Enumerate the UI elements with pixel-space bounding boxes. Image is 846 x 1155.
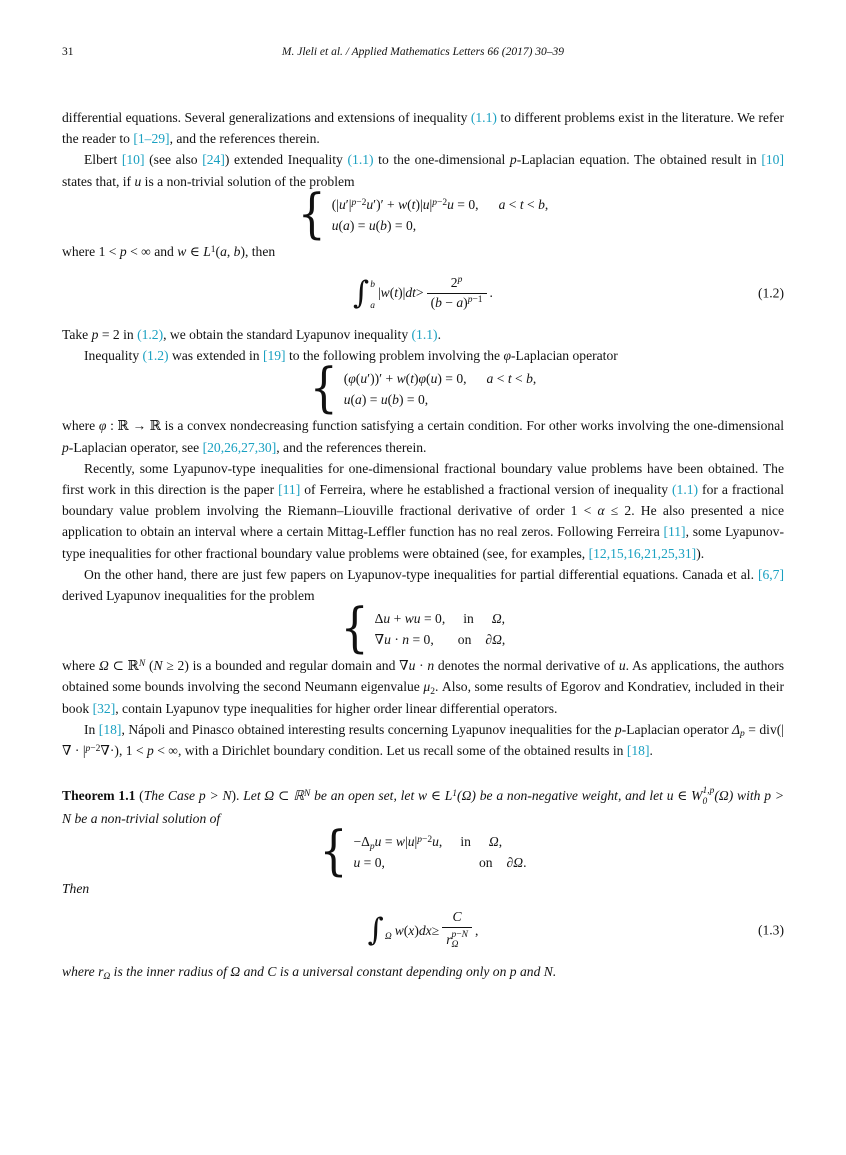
- math-var: u: [407, 834, 415, 850]
- math-var: b: [435, 294, 442, 310]
- math-var: p: [147, 743, 154, 759]
- citation-link[interactable]: [24]: [202, 152, 225, 168]
- equation-content: ∫ b a | w ( t )| dt > $\frac{2^p}{(b - a)^{p-1}}$ .: [353, 274, 493, 312]
- math-var: t: [519, 196, 524, 212]
- paragraph: differential equations. Several generalizations and extensions of inequality (1.1) to different problems exist in the literature. We refer the reader to [1–29], and the references therein.: [62, 110, 784, 147]
- citation-link[interactable]: [10]: [761, 152, 784, 168]
- running-head: M. Jleli et al. / Applied Mathematics Letters 66 (2017) 30–39: [281, 46, 565, 58]
- math-var: n: [427, 658, 435, 674]
- math-var: ∂Ω: [485, 632, 502, 648]
- equation-line: ∇u · n = 0, on ∂Ω,: [374, 632, 506, 648]
- theorem-1-1: Theorem 1.1 (The Case p > N). Let Ω ⊂ ℝ$^N$ be an open set, let w ∈ $L^1(\Omega)$ be a non-negative weight, and let u ∈ W 1,p 0 (Ω) with p > N be a non-trivial solution of: [62, 786, 784, 827]
- math-var: Ω: [488, 834, 499, 850]
- math-var: a: [370, 301, 375, 312]
- equation-line: (φ(u′))′ + w(t)φ(u) = 0, a < t < b,: [343, 371, 537, 387]
- math-var: p: [451, 929, 457, 940]
- equation-line: $-\Delta_pu = w|u|^{p-2}u$, in Ω,: [353, 834, 503, 852]
- fraction: C r p−N Ω: [442, 910, 472, 952]
- integral: [368, 912, 392, 948]
- display-equation: [62, 271, 784, 315]
- math-var: u: [374, 834, 382, 850]
- math-var: Ω: [98, 658, 109, 674]
- math-var: p: [91, 327, 99, 343]
- math-var: φ: [418, 371, 427, 387]
- equation-line: u(a) = u(b) = 0,: [331, 217, 417, 233]
- left-brace: {: [340, 597, 369, 660]
- display-equation: [62, 908, 784, 952]
- math-var: t: [411, 196, 416, 212]
- math-var: p: [740, 729, 745, 740]
- math-var: u: [331, 217, 339, 233]
- math-var: u: [432, 834, 439, 850]
- math-var: t: [410, 371, 414, 387]
- paragraph: Then: [62, 881, 90, 897]
- math-var: r: [446, 931, 452, 947]
- math-var: u: [383, 611, 391, 627]
- paragraph: Elbert [10] (see also [24]) extended Inequality (1.1) to the one-dimensional p-Laplacian equation. The obtained result in [10] states that, if u is a non-trivial solution of the problem: [62, 152, 784, 189]
- display-equation-system: [62, 597, 784, 660]
- math-var: a: [220, 243, 227, 259]
- equation-line: u(a) = u(b) = 0,: [343, 392, 429, 408]
- math-var: a: [486, 371, 494, 387]
- math-var: x: [408, 922, 415, 938]
- paragraph: where Ω ⊂ ℝ$^N$ (N ≥ 2) is a bounded and regular domain and ∇u · n denotes the normal derivative of u. As applications, the authors obtained some bounds involving the second Neumann eigenvalue $\mu_2$. Also, some results of Egorov and Kondratiev, included in their book [32], contain Lyapunov type inequalities for higher order linear differential operators.: [62, 658, 785, 716]
- math-var: a: [456, 294, 464, 310]
- paragraph: where φ : ℝ → ℝ is a convex nondecreasing function satisfying a certain condition. For other works involving the one-dimensional p-Laplacian operator, see [20,26,27,30], and the references therein.: [62, 418, 785, 455]
- math-var: α: [597, 503, 605, 519]
- citation-link[interactable]: [6,7]: [757, 566, 784, 582]
- math-var: u: [343, 392, 351, 408]
- math-var: C: [452, 908, 462, 924]
- equation-content: ∫ Ω w ( x ) dx ≥ C r p−N Ω ,: [367, 908, 479, 951]
- math-var: t: [394, 285, 399, 301]
- math-var: w: [396, 371, 406, 387]
- equation-number: (1.3): [757, 922, 784, 938]
- math-var: b: [538, 196, 545, 212]
- math-var: Ω: [451, 940, 459, 951]
- math-var: u: [618, 658, 626, 674]
- display-equation-system: [62, 183, 784, 246]
- math-var: b: [370, 280, 375, 291]
- fraction: $\frac{2^p}{(b - a)^{p-1}}$: [427, 276, 487, 311]
- math-var: w: [380, 285, 390, 301]
- math-var: dt: [405, 285, 416, 301]
- paragraph: where 1 < p < ∞ and w ∈ $L^1(a$, b), then: [62, 243, 276, 259]
- math-var: u: [430, 371, 438, 387]
- citation-link[interactable]: [18]: [98, 721, 122, 737]
- math-var: n: [402, 632, 410, 648]
- math-var: ∂Ω: [506, 855, 524, 871]
- math-var: u: [353, 855, 361, 871]
- display-equation-system: [62, 357, 784, 420]
- math-var: wu: [404, 611, 421, 627]
- math-var: p: [369, 841, 375, 852]
- display-equation-system: [62, 820, 784, 883]
- math-var: b: [233, 243, 241, 259]
- math-var: b: [392, 392, 399, 408]
- citation-link[interactable]: [19]: [262, 348, 286, 364]
- citation-link[interactable]: (1.2): [142, 348, 169, 364]
- citation-link[interactable]: [11]: [663, 524, 686, 540]
- integral-sign: ∫: [367, 911, 384, 948]
- citation-link[interactable]: (1.1): [672, 482, 699, 498]
- math-var: u: [384, 632, 391, 648]
- citation-link[interactable]: [18]: [626, 743, 650, 759]
- math-var: φ: [348, 371, 356, 387]
- citation-link[interactable]: [32]: [92, 700, 116, 716]
- math-var: w: [394, 922, 404, 938]
- math-var: Ω: [491, 611, 502, 627]
- math-var: u: [408, 658, 416, 674]
- math-var: w: [395, 834, 405, 850]
- integral: [353, 275, 375, 311]
- equation-number: (1.2): [757, 285, 784, 301]
- math-var: u: [447, 196, 454, 212]
- left-brace: {: [319, 820, 348, 883]
- math-var: w: [177, 243, 187, 259]
- citation-link[interactable]: [12,15,16,21,25,31]: [588, 545, 697, 561]
- math-var: μ: [423, 679, 431, 695]
- math-var: p: [432, 197, 437, 208]
- math-var: u: [380, 392, 388, 408]
- integral-sign: ∫: [353, 274, 370, 311]
- paragraph: In [18], Nápoli and Pinasco obtained interesting results concerning Lyapunov inequalities for the p-Laplacian operator $\Delta_p = div(|\nabla \cdot |^{p-2}\nabla\cdot)$, 1 < p < ∞, with a Dirichlet boundary condition. Let us recall some of the obtained results in [18].: [62, 721, 784, 759]
- math-var: p: [417, 835, 423, 845]
- math-var: u: [338, 196, 346, 212]
- left-brace: {: [309, 357, 338, 420]
- math-var: t: [507, 371, 512, 387]
- math-var: dx: [418, 922, 432, 938]
- page-number: 31: [62, 46, 74, 58]
- math-var: p: [457, 275, 463, 286]
- citation-link[interactable]: [1–29]: [133, 131, 170, 147]
- citation-link[interactable]: [11]: [278, 482, 301, 498]
- math-var: p: [62, 439, 69, 455]
- math-var: u: [368, 217, 376, 233]
- math-var: a: [343, 217, 350, 233]
- math-var: u: [134, 173, 142, 189]
- math-var: p: [85, 743, 91, 754]
- math-var: φ: [503, 348, 511, 364]
- math-var: Ω: [384, 932, 392, 943]
- math-var: φ: [98, 418, 107, 434]
- math-var: u: [360, 371, 368, 387]
- math-var: N: [138, 658, 146, 669]
- citation-link[interactable]: (1.1): [347, 152, 374, 168]
- equation-line: Δu + wu = 0, in Ω,: [374, 611, 506, 627]
- math-var: p: [467, 295, 473, 306]
- paragraph: Recently, some Lyapunov-type inequalities for one-dimensional fractional boundary value problems have been obtained. The first work in this direction is the paper [11] of Ferreira, where he established a fractional version of inequality (1.1) for a fractional boundary value problem involving the Riemann–Liouville fractional derivative of order 1 < α ≤ 2. He also presented a nice application to obtain an interval where a certain Mittag-Leffler function has no real zeros. Following Ferreira [11], some Lyapunov-type inequalities for other fractional boundary value problems were obtained (see, for examples, [12,15,16,21,25,31]).: [62, 460, 785, 561]
- math-var: u: [366, 196, 374, 212]
- math-var: u: [422, 196, 430, 212]
- math-var: b: [380, 217, 387, 233]
- paragraph: Inequality (1.2) was extended in [19] to the following problem involving the φ-Laplacian operator: [84, 348, 618, 364]
- math-var: p: [614, 721, 622, 737]
- math-var: L: [203, 243, 211, 259]
- citation-link[interactable]: (1.2): [137, 327, 164, 343]
- math-var: a: [498, 196, 506, 212]
- math-var: w: [398, 196, 408, 212]
- math-var: b: [526, 371, 533, 387]
- paragraph: Take p = 2 in (1.2), we obtain the standard Lyapunov inequality (1.1).: [62, 327, 441, 343]
- citation-link[interactable]: [20,26,27,30]: [202, 439, 277, 455]
- citation-link[interactable]: (1.1): [411, 327, 438, 343]
- math-var: p: [351, 197, 357, 208]
- math-var: p: [509, 152, 517, 168]
- equation-line: u = 0, on ∂Ω.: [353, 855, 527, 871]
- math-var: a: [355, 392, 362, 408]
- math-var: p: [119, 243, 127, 259]
- math-var: Δ: [732, 721, 741, 737]
- paragraph: On the other hand, there are just few papers on Lyapunov-type inequalities for partial differential equations. Canada et al. [6,7] derived Lyapunov inequalities for the problem: [62, 566, 784, 604]
- math-var: N: [461, 929, 468, 940]
- paragraph: where $r_\Omega$ is the inner radius of Ω and C is a universal constant depending only on p and N.: [62, 964, 557, 982]
- article-body: [62, 107, 784, 983]
- left-brace: {: [297, 183, 326, 246]
- page-header: [62, 46, 784, 61]
- citation-link[interactable]: (1.1): [470, 110, 497, 125]
- math-var: N: [153, 658, 163, 674]
- citation-link[interactable]: [10]: [121, 152, 145, 168]
- equation-line: $(|u'|^{p-2}u')' + w(t)|u|^{p-2}u = 0$, a < t < b,: [331, 196, 549, 212]
